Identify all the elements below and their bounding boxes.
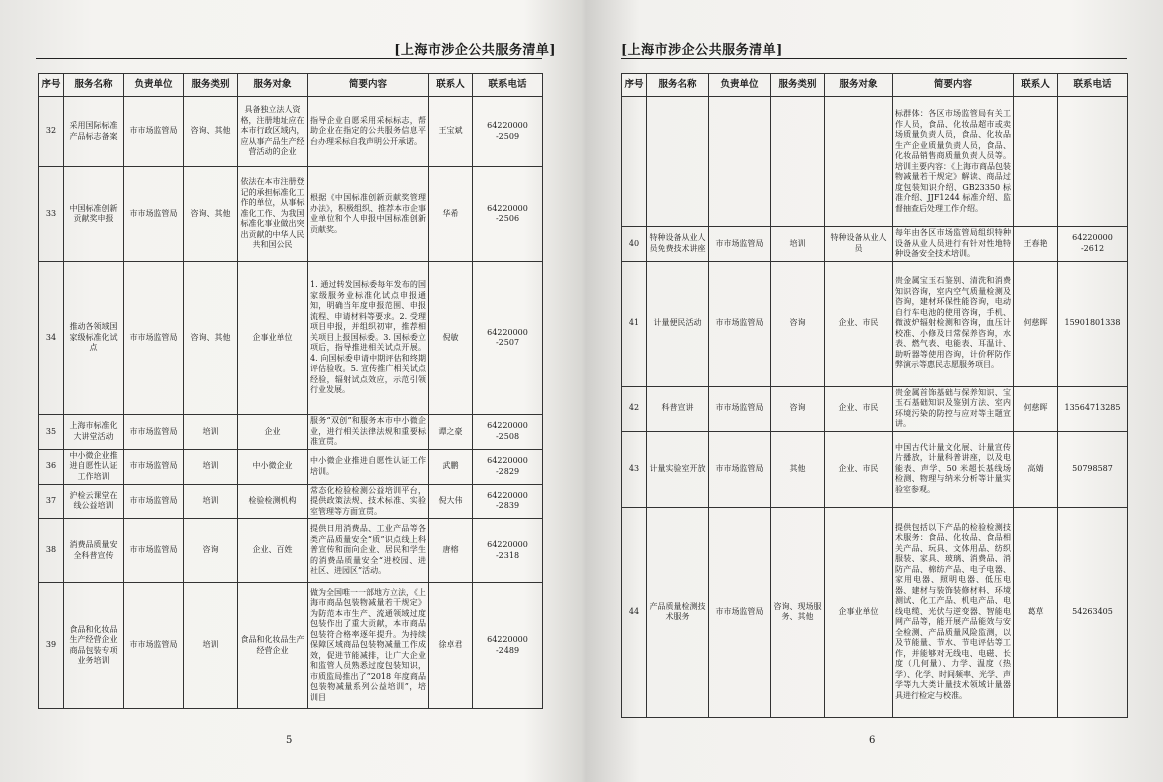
cell-service-name: 推动各领域国家级标准化试点 (64, 262, 124, 415)
cell-desc: 标群体：各区市场监管局有关工作人员，食品、化妆品超市或卖场质量负责人员，食品、化妆品生产企业质量负责人员，食品、化妆品销售商质量负责人员等。培训主要内容：《上海市商品包装物减量若干规定》解读、商品过度包装知识介绍、GB23350 标准介绍、JJF1244 标准介绍、监督抽查后处理工作介绍。 (893, 97, 1014, 227)
column-header-category: 服务类别 (184, 74, 238, 97)
cell-category: 咨询 (771, 261, 825, 386)
cell-contact: 谭之豪 (429, 415, 473, 450)
cell-unit: 市市场监管局 (709, 386, 771, 431)
table-row (39, 484, 543, 519)
cell-category: 咨询 (771, 386, 825, 431)
cell-no: 32 (39, 97, 64, 167)
cell-unit: 市市场监管局 (124, 167, 184, 262)
cell-unit: 市市场监管局 (709, 431, 771, 507)
cell-no: 44 (622, 507, 647, 717)
table-header-row (39, 74, 543, 97)
table-row (622, 386, 1128, 431)
cell-contact: 葛草 (1014, 507, 1058, 717)
column-header-category: 服务类别 (771, 74, 825, 97)
cell-unit: 市市场监管局 (124, 97, 184, 167)
cell-desc: 1. 通过转发国标委每年发布的国家级服务业标准化试点申报通知，明确当年度申报范围、申报流程、申请材料等要求。2. 受理项目申报，并组织初审，推荐相关项目上报国标委。3. 国标委立项后，指导推进相关试点开展。4. 向国标委申请中期评估和终期评估验收。5. 宣传推广相关试点经验，辐射试点效应，示范引领行业发展。 (308, 262, 429, 415)
cell-phone (1058, 97, 1128, 227)
table-row (39, 167, 543, 262)
cell-unit: 市市场监管局 (124, 262, 184, 415)
cell-no: 36 (39, 449, 64, 484)
cell-service-name: 采用国际标准产品标志备案 (64, 97, 124, 167)
cell-service-name: 特种设备从业人员免费技术讲座 (647, 227, 709, 262)
cell-no: 42 (622, 386, 647, 431)
column-header-unit: 负责单位 (709, 74, 771, 97)
cell-no: 37 (39, 484, 64, 519)
cell-desc: 常态化检验检测公益培训平台，提供政策法规、技术标准、实验室管理等方面宣贯。 (308, 484, 429, 519)
cell-no: 40 (622, 227, 647, 262)
cell-unit: 市市场监管局 (124, 415, 184, 450)
cell-phone: 64220000 -2507 (473, 262, 543, 415)
cell-unit: 市市场监管局 (124, 484, 184, 519)
cell-category: 咨询、其他 (184, 262, 238, 415)
cell-target: 企业、百姓 (238, 519, 308, 583)
column-header-target: 服务对象 (238, 74, 308, 97)
cell-unit: 市市场监管局 (709, 507, 771, 717)
cell-contact: 武鹏 (429, 449, 473, 484)
cell-contact: 何慈晖 (1014, 386, 1058, 431)
table-row (39, 583, 543, 709)
table-row (39, 97, 543, 167)
header-title: [上海市涉企公共服务清单] (621, 43, 783, 58)
cell-contact: 王宝斌 (429, 97, 473, 167)
header-title: [上海市涉企公共服务清单] (394, 43, 556, 58)
cell-phone: 64220000 -2839 (473, 484, 543, 519)
table-row (39, 449, 543, 484)
cell-phone: 64220000 -2508 (473, 415, 543, 450)
cell-desc: 提供日用消费品、工业产品等各类产品质量安全“质”识点线上科普宣传和面向企业、居民和学生的消费品质量安全“进校园、进社区、进园区”活动。 (308, 519, 429, 583)
cell-category: 咨询、其他 (184, 167, 238, 262)
service-table-left (38, 73, 543, 709)
cell-no (622, 97, 647, 227)
cell-service-name: 沪检云课堂在线公益培训 (64, 484, 124, 519)
cell-desc: 中国古代计量文化展、计量宣传片播放，计量科普讲座，以及电能表、声学、50 米超长基线场检测、物理与纳米分析等计量实验室参观。 (893, 431, 1014, 507)
cell-unit: 市市场监管局 (124, 519, 184, 583)
table-row (622, 97, 1128, 227)
cell-phone: 64220000 -2489 (473, 583, 543, 709)
cell-desc: 提供包括以下产品的检验检测技术服务：食品、化妆品、食品相关产品、玩具、文体用品、纺织服装、家具、玻璃、消费品、消防产品、棉纺产品、电子电器、家用电器、照明电器、低压电器、建材与装饰装修材料、环境测试、化工产品、机电产品、电线电缆、光伏与逆变器、智能电网产品等，能开展产品能效与安全检测、产品质量风险监测，以及节能量、节水、节电评估等工作，并能够对无线电、电磁、长度（几何量）、力学、温度（热学）、化学、时间频率、光学、声学等九大类计量技术领域计量器具进行检定与校准。 (893, 507, 1014, 717)
table-header-row (622, 74, 1128, 97)
cell-no: 38 (39, 519, 64, 583)
cell-target: 特种设备从业人员 (825, 227, 893, 262)
column-header-phone: 联系电话 (473, 74, 543, 97)
cell-target: 中小微企业 (238, 449, 308, 484)
cell-desc: 贵金属首饰基础与保养知识、宝玉石基础知识及鉴别方法、室内环境污染的防控与应对等主题宣讲。 (893, 386, 1014, 431)
cell-target: 企业、市民 (825, 261, 893, 386)
cell-service-name: 食品和化妆品生产经营企业商品包装专项业务培训 (64, 583, 124, 709)
cell-phone: 64220000 -2506 (473, 167, 543, 262)
table-body (39, 97, 543, 709)
cell-category: 咨询 (184, 519, 238, 583)
table-row (622, 227, 1128, 262)
cell-category: 培训 (184, 415, 238, 450)
cell-target: 企业、市民 (825, 386, 893, 431)
page-left (0, 0, 580, 782)
cell-phone: 13564713285 (1058, 386, 1128, 431)
cell-phone: 54263405 (1058, 507, 1128, 717)
cell-target: 企事业单位 (238, 262, 308, 415)
cell-service-name: 上海市标准化大讲堂活动 (64, 415, 124, 450)
cell-service-name (647, 97, 709, 227)
column-header-no: 序号 (39, 74, 64, 97)
cell-service-name: 产品质量检测技术服务 (647, 507, 709, 717)
cell-contact: 徐卓君 (429, 583, 473, 709)
cell-no: 33 (39, 167, 64, 262)
table-body (622, 97, 1128, 718)
header-rule (621, 58, 1127, 59)
cell-no: 35 (39, 415, 64, 450)
cell-contact (1014, 97, 1058, 227)
cell-desc: 每年由各区市场监管局组织特种设备从业人员进行有针对性地特种设备安全技术培训。 (893, 227, 1014, 262)
cell-desc: 指导企业自愿采用采标标志，帮助企业在指定的公共服务信息平台办理采标自我声明公开承诺。 (308, 97, 429, 167)
cell-category: 培训 (184, 583, 238, 709)
column-header-desc: 简要内容 (308, 74, 429, 97)
cell-phone: 64220000 -2509 (473, 97, 543, 167)
column-header-name: 服务名称 (647, 74, 709, 97)
cell-target: 依法在本市注册登记的承担标准化工作的单位，从事标准化工作、为我国标准化事业做出突出贡献的中华人民共和国公民 (238, 167, 308, 262)
table-row (39, 415, 543, 450)
cell-unit: 市市场监管局 (709, 261, 771, 386)
column-header-unit: 负责单位 (124, 74, 184, 97)
cell-target: 企事业单位 (825, 507, 893, 717)
cell-contact: 何慈晖 (1014, 261, 1058, 386)
cell-no: 43 (622, 431, 647, 507)
cell-contact: 高婧 (1014, 431, 1058, 507)
page-number: 5 (286, 735, 293, 746)
column-header-contact: 联系人 (429, 74, 473, 97)
column-header-desc: 简要内容 (893, 74, 1014, 97)
table-row (39, 519, 543, 583)
header-rule (36, 58, 542, 59)
cell-contact: 倪敏 (429, 262, 473, 415)
page-right (583, 0, 1163, 782)
cell-service-name: 计量实验室开放 (647, 431, 709, 507)
cell-service-name: 计量便民活动 (647, 261, 709, 386)
table-row (622, 507, 1128, 717)
table-row (622, 431, 1128, 507)
column-header-contact: 联系人 (1014, 74, 1058, 97)
page-number: 6 (869, 735, 876, 746)
cell-category: 培训 (771, 227, 825, 262)
column-header-target: 服务对象 (825, 74, 893, 97)
cell-category: 培训 (184, 449, 238, 484)
column-header-name: 服务名称 (64, 74, 124, 97)
cell-unit: 市市场监管局 (124, 583, 184, 709)
cell-target: 食品和化妆品生产经营企业 (238, 583, 308, 709)
cell-desc: 做为全国唯一一部地方立法，《上海市商品包装物减量若干规定》为防范本市生产、流通领域过度包装作出了重大贡献，本市商品包装符合格率逐年提升。为持续保障区域商品包装物减量工作成效，促进节能减排，让广大企业和监管人员熟悉过度包装知识，市质监局推出了“2018 年度商品包装物减量系列公益培训”，培训目 (308, 583, 429, 709)
cell-unit: 市市场监管局 (709, 227, 771, 262)
cell-category: 其他 (771, 431, 825, 507)
column-header-phone: 联系电话 (1058, 74, 1128, 97)
cell-no: 34 (39, 262, 64, 415)
table-row (39, 262, 543, 415)
cell-target (825, 97, 893, 227)
column-header-no: 序号 (622, 74, 647, 97)
cell-phone: 64220000 -2829 (473, 449, 543, 484)
cell-target: 企业、市民 (825, 431, 893, 507)
cell-phone: 50798587 (1058, 431, 1128, 507)
cell-unit: 市市场监管局 (124, 449, 184, 484)
cell-service-name: 科普宣讲 (647, 386, 709, 431)
cell-contact: 倪大伟 (429, 484, 473, 519)
cell-unit (709, 97, 771, 227)
cell-category: 咨询、现场服务、其他 (771, 507, 825, 717)
cell-no: 39 (39, 583, 64, 709)
cell-target: 检验检测机构 (238, 484, 308, 519)
cell-target: 具备独立法人资格，注册地址应在本市行政区域内，应从事产品生产经营活动的企业 (238, 97, 308, 167)
cell-desc: 中小微企业推进自愿性认证工作培训。 (308, 449, 429, 484)
cell-contact: 华希 (429, 167, 473, 262)
cell-service-name: 消费品质量安全科普宣传 (64, 519, 124, 583)
cell-desc: 贵金属宝玉石鉴别、清洗和消费知识咨询，室内空气质量检测及咨询，建材环保性能咨询，电动自行车电池的使用咨询，手机、微波炉辐射检测和咨询，血压计校准、小修及日常保养咨询，水表、燃气表、电能表、耳温计、助听器等使用咨询，计价秤防作弊演示等惠民志愿服务项目。 (893, 261, 1014, 386)
cell-phone: 64220000 -2318 (473, 519, 543, 583)
cell-service-name: 中小微企业推进自愿性认证工作培训 (64, 449, 124, 484)
table-row (622, 261, 1128, 386)
cell-contact: 王春艳 (1014, 227, 1058, 262)
cell-service-name: 中国标准创新贡献奖申报 (64, 167, 124, 262)
cell-category (771, 97, 825, 227)
cell-desc: 服务“双创”和服务本市中小微企业，进行相关法律法规和重要标准宣贯。 (308, 415, 429, 450)
cell-no: 41 (622, 261, 647, 386)
cell-category: 培训 (184, 484, 238, 519)
cell-phone: 64220000 -2612 (1058, 227, 1128, 262)
cell-category: 咨询、其他 (184, 97, 238, 167)
cell-target: 企业 (238, 415, 308, 450)
service-table-right (621, 73, 1128, 718)
cell-phone: 15901801338 (1058, 261, 1128, 386)
cell-desc: 根据《中国标准创新贡献奖管理办法》，积极组织、推荐本市企事业单位和个人申报中国标准创新贡献奖。 (308, 167, 429, 262)
cell-contact: 唐榕 (429, 519, 473, 583)
